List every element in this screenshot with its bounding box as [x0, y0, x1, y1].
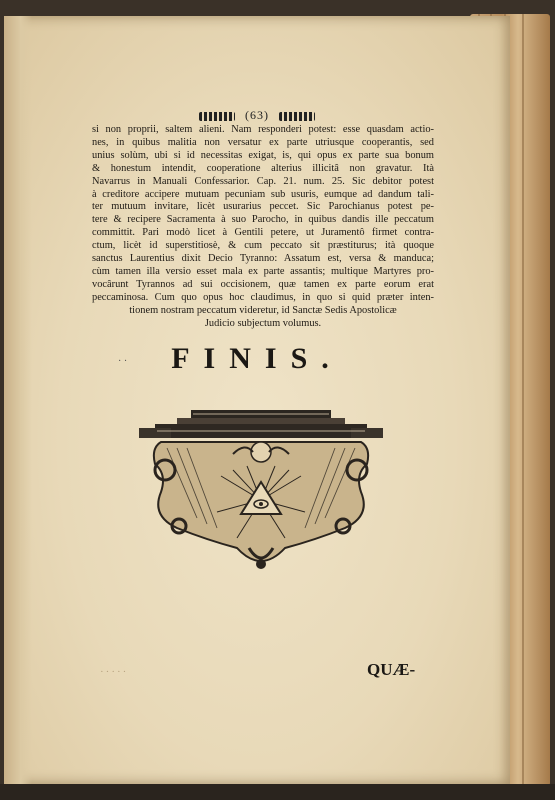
- text-line: Navarrus in Manuali Confessarior. Cap. 21. num. 25. Sic debitor potest: [92, 175, 434, 187]
- text-line: tionem nostram peccatum videretur, id Sanctæ Sedis Apostolicæ: [129, 304, 397, 316]
- ornament-right-icon: [279, 112, 315, 121]
- finis-dots: · ·: [118, 356, 128, 367]
- page-gutter: [4, 16, 32, 784]
- bleed-through-text: ·····: [100, 666, 129, 678]
- text-line: si non proprii, saltem alieni. Nam responderi potest: esse quasdam actio-: [92, 124, 434, 135]
- page-number: (63): [245, 108, 269, 122]
- text-line: committit. Pari modò licet à Gentili petere, ut Juramentô firmet contra-: [92, 227, 434, 239]
- text-line: cùm tamen illa versio esset mala ex parte assantis; multique Martyres pro-: [92, 265, 434, 277]
- text-line: tere & recipere Sacramenta à suo Parocho, in quibus dandis ille peccatum: [92, 214, 434, 226]
- text-line: Judicio subjectum volumus.: [204, 317, 322, 329]
- text-line: & honestum intendit, cooperatione alterius illicitâ non gravatur. Ità: [92, 162, 434, 174]
- scan-bottom-edge: [0, 784, 555, 800]
- page-header: [4, 108, 510, 123]
- text-line: nes, in quibus malitia non versatur ex parte utriusque cooperantis, sed: [92, 136, 434, 148]
- book-page: [4, 16, 510, 784]
- finis-heading: FINIS.: [171, 342, 343, 375]
- text-line: vocârunt Tyrannos ad sui occisionem, quæ tamen ex parte eorum erat: [92, 278, 434, 290]
- text-line: ctum, licèt id superstitiosè, & cum peccato sit præstiturus; ità quoque: [92, 240, 434, 252]
- tailpiece-vignette-icon: [137, 408, 385, 574]
- ornament-left-icon: [199, 112, 235, 121]
- text-line: unius solùm, ubi si id necessitas exigat, is, qui opus ex parte sua bonum: [92, 149, 434, 161]
- text-line: sanctus Laurentius dixit Decio Tyranno: Assatum est, versa & manduca;: [92, 253, 434, 265]
- text-line: à creditore accipere mutuam pecuniam sub usuris, eumque ad dandum tali-: [92, 188, 434, 200]
- body-text: [92, 124, 434, 331]
- catchword: QUÆ-: [367, 660, 416, 679]
- text-line: peccaminosa. Cum quo opus hoc claudimus, in quo si quid præter inten-: [92, 291, 434, 303]
- text-line: ter mutuum invitare, licèt usurarius peccet. Sic Parochianus potest pe-: [92, 201, 434, 213]
